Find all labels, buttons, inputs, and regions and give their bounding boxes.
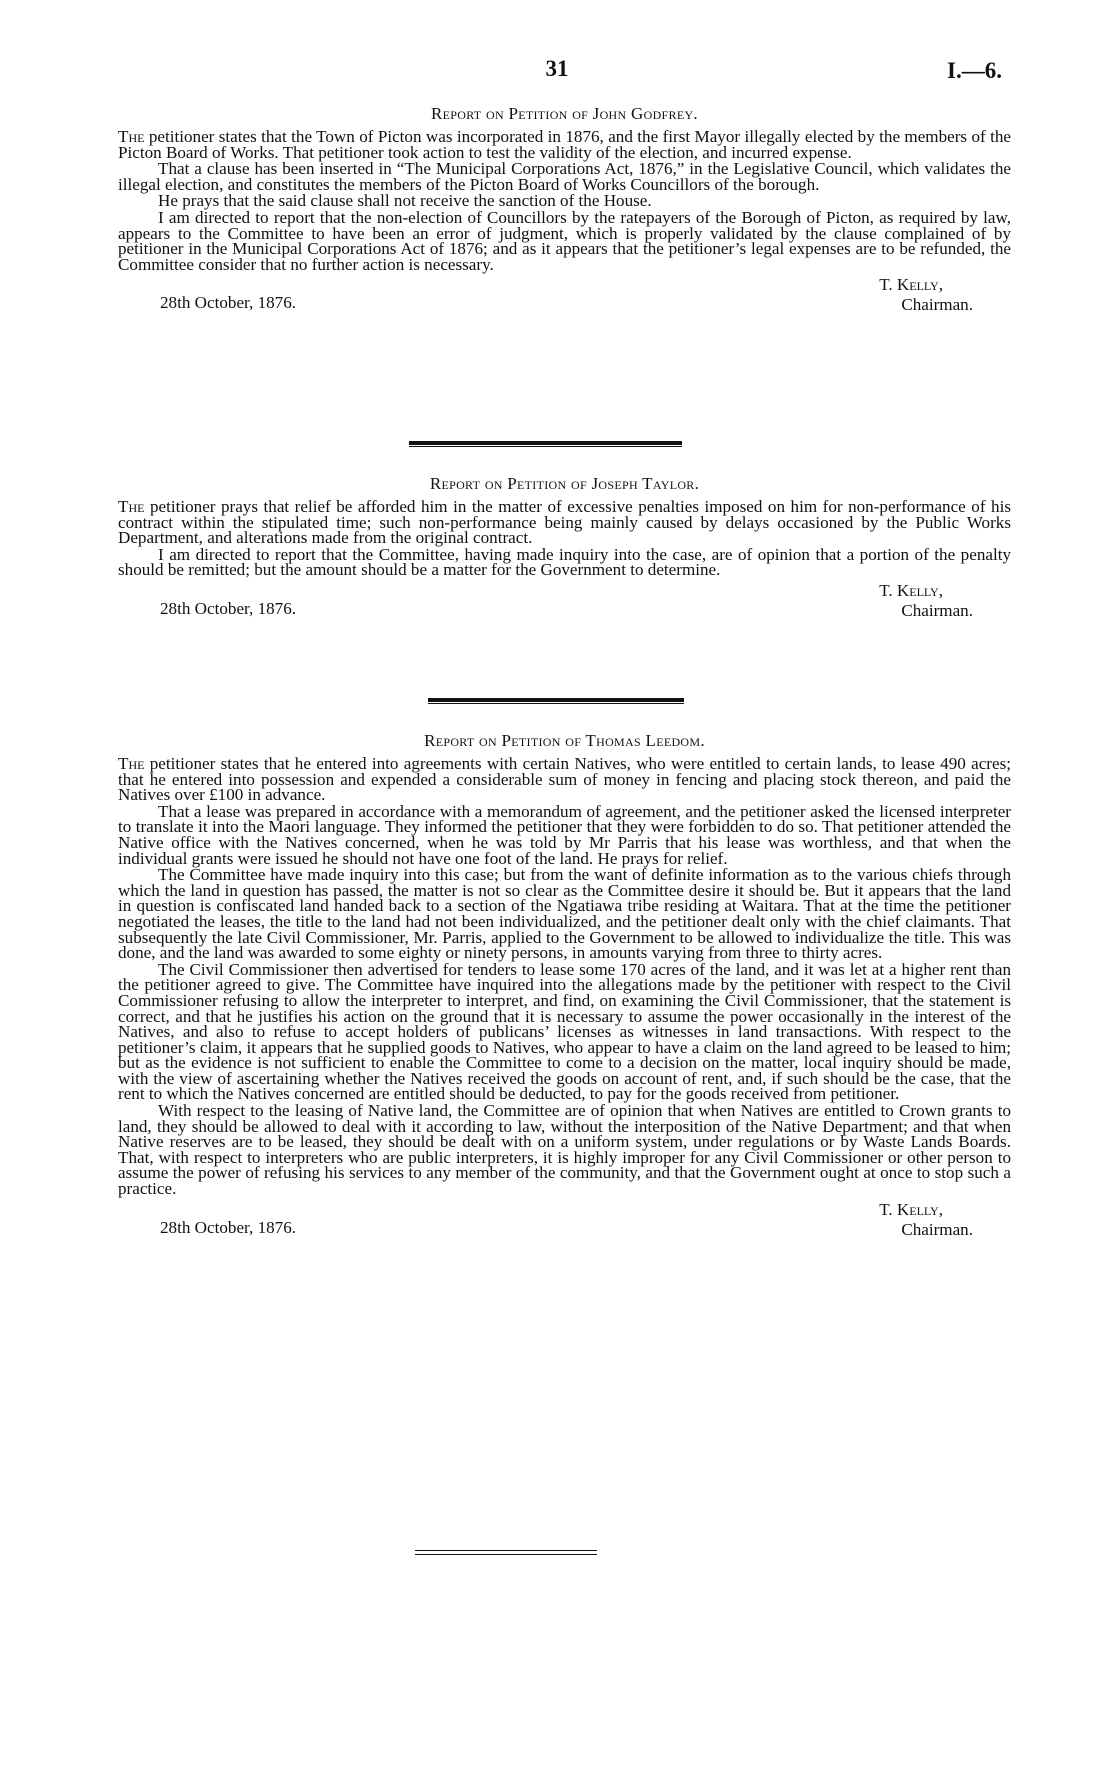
paragraph-text: petitioner states that he entered into agreements with certain Natives, who were entitled to certain lands, to lease 490 acres; that he entered into possession and expended a considerable sum of money in fencing and placing stock thereon, and paid the Natives over £100 in advance. <box>118 754 1011 805</box>
report-paragraph <box>118 756 1011 803</box>
report-paragraph <box>118 801 1011 868</box>
report-title: Report on Petition of Thomas Leedom. <box>424 731 705 750</box>
signatory-name: T. Kelly, <box>879 580 943 600</box>
report-paragraph <box>118 1103 1011 1197</box>
report-paragraph <box>118 544 1011 580</box>
section-divider <box>0 698 1114 705</box>
page-number: 31 <box>545 56 569 81</box>
paragraph-text: He prays that the said clause shall not receive the sanction of the House. <box>158 191 652 211</box>
paragraph-text: That a lease was prepared in accordance with a memorandum of agreement, and the petitioner asked the licensed interpreter to translate it into the Maori language. They informed the petitioner that they were forbidden to do so. That petitioner attended the Native office with the Natives concerned, when he was told by Mr Parris that his lease was worthless, and that when the individual grants were issued he should not have one foot of the land. He prays for relief. <box>118 801 1011 868</box>
report-title: Report on Petition of Joseph Taylor. <box>429 474 700 493</box>
signatory-name: T. Kelly, <box>879 275 943 295</box>
paragraph-text: petitioner states that the Town of Picton was incorporated in 1876, and the first Mayor illegally elected by the members of the Picton Board of Works. That petitioner took action to test the validity of the election, and incurred expense. <box>118 127 1011 162</box>
signature-block <box>118 1198 1011 1242</box>
signatory-role: Chairman. <box>901 1219 973 1239</box>
report-date: 28th October, 1876. <box>160 598 297 618</box>
paragraph-lead: The <box>118 127 145 146</box>
end-divider <box>0 1550 1114 1557</box>
paragraph-text: The Civil Commissioner then advertised for tenders to lease some 170 acres of the land, and it was let at a higher rent than the petitioner agreed to give. The Committee have inquired into the allegations made by the petitioner with respect to the Civil Commissioner refusing to allow the interpreter to interpret, and find, on examining the Civil Commissioner, that the statement is correct, and that he justifies his action on the ground that it is necessary to assume the power occasionally in the interest of the Natives, and also to refuse to accept holders of publicans’ licenses as witnesses in land transactions. With respect to the petitioner’s claim, it appears that he supplied goods to Natives, who appear to have a claim on the land agreed to be leased to him; but as the evidence is not sufficient to enable the Committee to come to a decision on the matter, local inquiry should be made, with the view of ascertaining whether the Natives received the goods on account of rent, and, if such should be the case, that the rent to which the Natives concerned are entitled should be deducted, to pay for the goods received from petitioner. <box>118 959 1011 1104</box>
paragraph-text: That a clause has been inserted in “The Municipal Corporations Act, 1876,” in the Legislative Council, which validates the illegal election, and constitutes the members of the Picton Board of Works Councillors of the borough. <box>118 159 1011 194</box>
report-paragraph <box>118 207 1011 274</box>
report-taylor <box>118 474 1011 623</box>
report-date: 28th October, 1876. <box>160 293 297 313</box>
report-date: 28th October, 1876. <box>160 1217 297 1237</box>
report-paragraph <box>118 193 1011 209</box>
report-title: Report on Petition of John Godfrey. <box>431 104 698 123</box>
report-leedom <box>118 731 1011 1242</box>
paragraph-text: The Committee have made inquiry into this case; but from the want of definite information as to the various chiefs through which the land in question has passed, the matter is not so clear as the Committee desire it should be. But it appears that the land in question is confiscated land handed back to a section of the Ngatiawa tribe residing at Waitara. That at the time the petitioner negotiated the leases, the title to the land had not been individualized, and the petitioner dealt only with the chief claimants. That subsequently the late Civil Commissioner, Mr. Parris, applied to the Government to be allowed to individualize the title. This was done, and the land was awarded to some eighty or ninety persons, in amounts varying from three to thirty acres. <box>118 865 1011 963</box>
report-paragraph <box>118 959 1011 1104</box>
report-paragraph <box>118 161 1011 192</box>
paragraph-text: I am directed to report that the non-election of Councillors by the ratepayers of the Borough of Picton, as required by law, appears to the Committee to have been an error of judgment, which is properly validated by the clause complained of by petitioner in the Municipal Corporations Act of 1876; and as it appears that the petitioner’s legal expenses are to be refunded, the Committee consider that no further action is necessary. <box>118 207 1011 274</box>
paragraph-lead: The <box>118 497 145 516</box>
report-paragraph <box>118 867 1011 961</box>
signatory-role: Chairman. <box>901 600 973 620</box>
paragraph-text: I am directed to report that the Committee, having made inquiry into the case, are of opinion that a portion of the penalty should be remitted; but the amount should be a matter for the Government to determine. <box>118 544 1011 580</box>
signature-block <box>118 273 1011 317</box>
report-paragraph <box>118 129 1011 160</box>
paragraph-lead: The <box>118 754 145 773</box>
signatory-name: T. Kelly, <box>879 1199 943 1219</box>
paragraph-text: With respect to the leasing of Native land, the Committee are of opinion that when Natives are entitled to Crown grants to land, they should be allowed to deal with it according to law, without the interposition of the Native Department; and that when Native reserves are to be leased, they should be dealt with on a uniform system, under regulations or by Waste Lands Boards. That, with respect to interpreters who are public interpreters, it is highly improper for any Civil Commissioner or other person to assume the power of refusing his services to any member of the community, and that the Government ought at once to stop such a practice. <box>118 1101 1011 1199</box>
report-paragraph <box>118 499 1011 546</box>
report-godfrey <box>118 104 1011 317</box>
section-divider <box>0 441 1114 448</box>
signature-block <box>118 579 1011 623</box>
signatory-role: Chairman. <box>901 295 973 315</box>
paragraph-text: petitioner prays that relief be afforded him in the matter of excessive penalties imposed on him for non-performance of his contract within the stipulated time; such non-performance being mainly caused by delays occasioned by the Public Works Department, and alterations made from the original contract. <box>118 497 1011 548</box>
series-code: I.—6. <box>947 58 1002 83</box>
